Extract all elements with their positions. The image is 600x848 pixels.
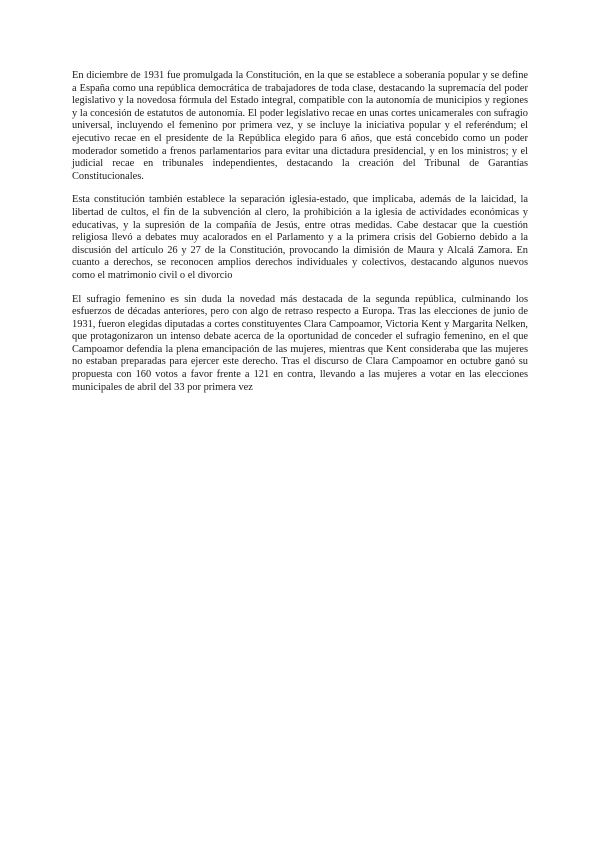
paragraph-church-state: Esta constitución también establece la separación iglesia-estado, que implicaba, además de la laicidad, la libertad de cultos, el fin de la subvención al clero, la prohibición a la iglesia de actividades económicas y educativas, y la supresión de la compañía de Jesús, entre otras medidas. Cabe destacar que la cuestión religiosa llevó a debates muy acalorados en el Parlamento y a la primera crisis del Gobierno debido a la discusión del artículo 26 y 27 de la Constitución, provocando la dimisión de Maura y Alcalá Zamora. En cuanto a derechos, se reconocen amplios derechos individuales y colectivos, destacando algunos nuevos como el matrimonio civil o el divorcio (72, 194, 528, 281)
document-body (72, 70, 528, 405)
paragraph-constitution: En diciembre de 1931 fue promulgada la Constitución, en la que se establece a soberanía popular y se define a España como una república democrática de trabajadores de toda clase, destacando la supremacía del poder legislativo y la novedosa fórmula del Estado integral, compatible con la autonomía de municipios y regiones y la concesión de estatutos de autonomía. El poder legislativo recae en unas cortes unicamerales con sufragio universal, incluyendo el femenino por primera vez, y se incluye la iniciativa popular y el referéndum; el ejecutivo recae en el presidente de la República elegido para 6 años, que está concebido como un poder moderador sometido a frenos parlamentarios para evitar una dictadura presidencial, y en los ministros; y el judicial recae en tribunales independientes, destacando la creación del Tribunal de Garantías Constitucionales. (72, 70, 528, 182)
paragraph-female-suffrage: El sufragio femenino es sin duda la novedad más destacada de la segunda república, culminando los esfuerzos de décadas anteriores, pero con algo de retraso respecto a Europa. Tras las elecciones de junio de 1931, fueron elegidas diputadas a cortes constituyentes Clara Campoamor, Victoria Kent y Margarita Nelken, que protagonizaron un intenso debate acerca de la oportunidad de conceder el sufragio femenino, en el que Campoamor defendía la plena emancipación de las mujeres, mientras que Kent consideraba que las mujeres no estaban preparadas para ejercer este derecho. Tras el discurso de Clara Campoamor en octubre ganó su propuesta con 160 votos a favor frente a 121 en contra, llevando a las mujeres a votar en las elecciones municipales de abril del 33 por primera vez (72, 293, 528, 393)
